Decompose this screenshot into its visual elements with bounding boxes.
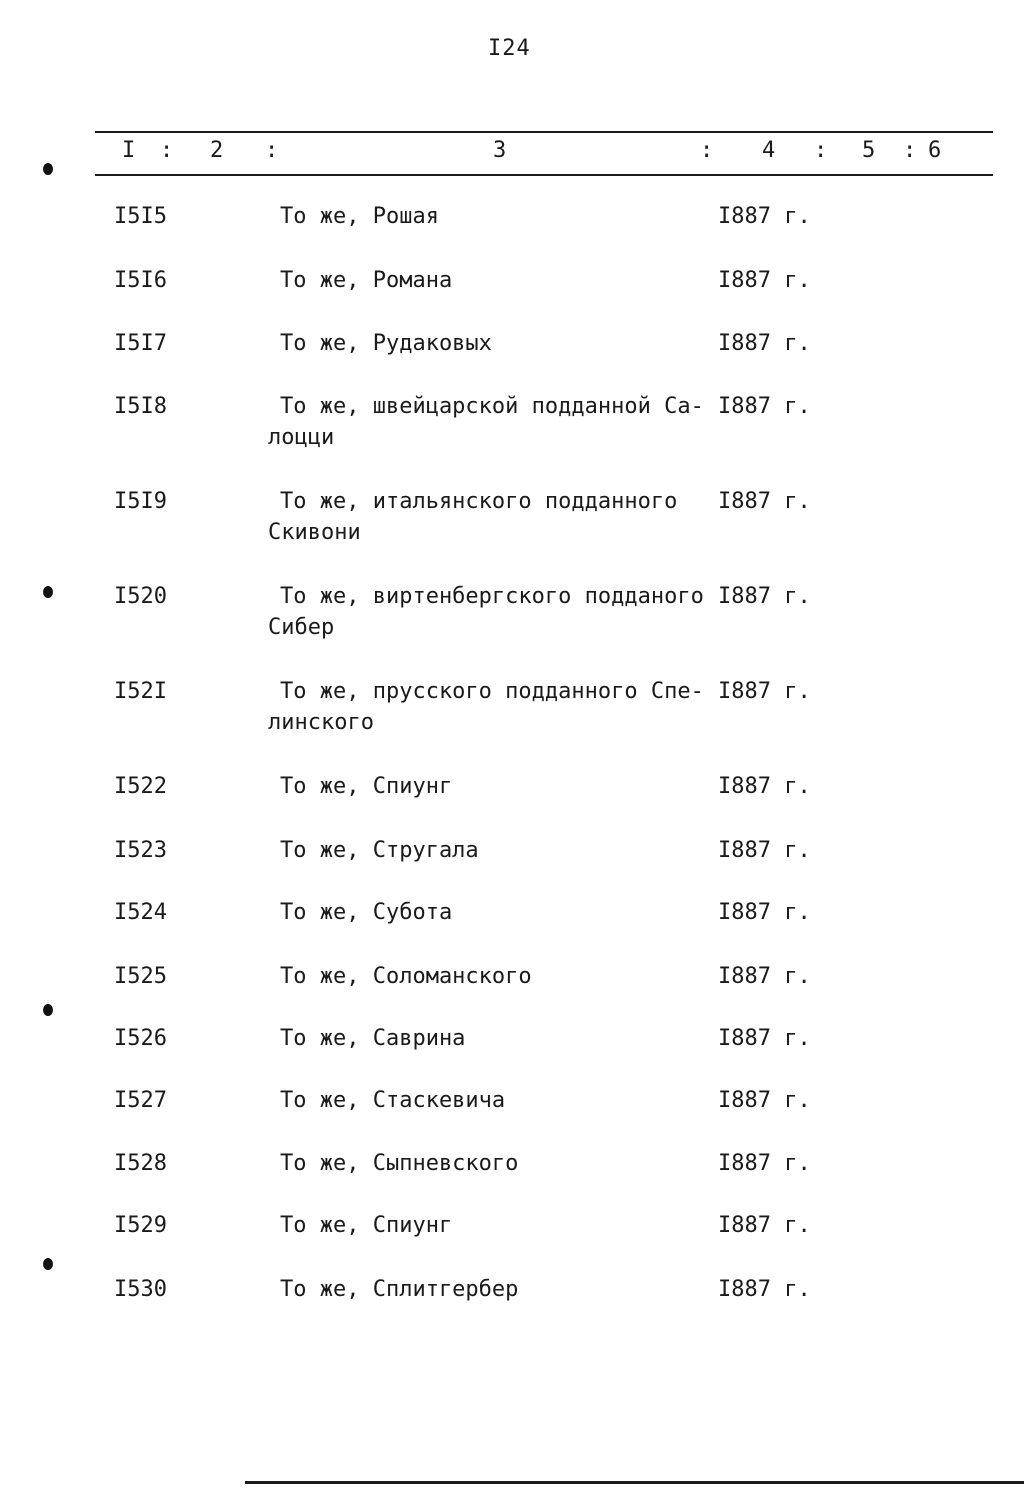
row-year: I887 г. [718,964,811,989]
row-description [268,486,708,548]
header-col-4: 4 [762,138,776,163]
description-line: То же, Сыпневского [280,1151,519,1176]
row-number: I525 [114,964,167,989]
description-line: Скивони [268,520,361,545]
row-description [268,328,708,359]
row-year: I887 г. [718,838,811,863]
description-line: То же, Рошая [280,204,439,229]
row-number: I5I9 [114,489,167,514]
row-year: I887 г. [718,268,811,293]
row-year: I887 г. [718,1026,811,1051]
row-number: I5I7 [114,331,167,356]
row-description [268,771,708,802]
row-number: I522 [114,774,167,799]
row-number: I5I8 [114,394,167,419]
row-description [268,676,708,738]
header-col-6: 6 [928,138,942,163]
table-header [0,138,1024,168]
description-line: То же, швейцарской подданной Са- [280,394,704,419]
row-number: I5I5 [114,204,167,229]
row-year: I887 г. [718,394,811,419]
description-line: То же, Спиунг [280,774,453,799]
row-year: I887 г. [718,1151,811,1176]
row-number: I528 [114,1151,167,1176]
row-description [268,391,708,453]
row-year: I887 г. [718,1088,811,1113]
row-number: I5I6 [114,268,167,293]
description-line: линского [268,710,374,735]
header-separator: : [903,138,917,163]
description-line: То же, прусского подданного Спе- [280,679,704,704]
description-line: То же, Рудаковых [280,331,492,356]
header-col-1: I [122,138,136,163]
header-col-2: 2 [210,138,224,163]
row-year: I887 г. [718,900,811,925]
description-line: То же, Спиунг [280,1213,453,1238]
row-number: I529 [114,1213,167,1238]
row-description [268,581,708,643]
row-year: I887 г. [718,204,811,229]
description-line: Сибер [268,615,335,640]
page-bottom-rule [245,1481,1024,1484]
row-year: I887 г. [718,679,811,704]
description-line: То же, Стаскевича [280,1088,506,1113]
row-description [268,1274,708,1305]
row-description [268,1085,708,1116]
table-top-rule [95,131,993,133]
row-description [268,897,708,928]
row-description [268,1210,708,1241]
header-separator: : [160,138,174,163]
description-line: То же, Стругала [280,838,479,863]
table-header-rule [95,174,993,176]
row-number: I526 [114,1026,167,1051]
description-line: То же, Соломанского [280,964,532,989]
row-description [268,1148,708,1179]
row-description [268,201,708,232]
row-year: I887 г. [718,489,811,514]
row-description [268,1023,708,1054]
row-description [268,265,708,296]
row-number: I52I [114,679,167,704]
header-separator: : [814,138,828,163]
row-description [268,835,708,866]
header-col-3: 3 [493,138,507,163]
row-number: I524 [114,900,167,925]
row-description [268,961,708,992]
punch-hole [43,1258,53,1270]
row-year: I887 г. [718,331,811,356]
row-number: I520 [114,584,167,609]
row-number: I527 [114,1088,167,1113]
header-separator: : [700,138,714,163]
row-year: I887 г. [718,774,811,799]
page-number: I24 [488,36,531,61]
description-line: То же, виртенбергского подданого [280,584,704,609]
punch-hole [43,586,53,598]
row-year: I887 г. [718,1277,811,1302]
description-line: То же, итальянского подданного [280,489,678,514]
description-line: лоцци [268,425,335,450]
row-year: I887 г. [718,1213,811,1238]
description-line: То же, Сплитгербер [280,1277,519,1302]
description-line: То же, Саврина [280,1026,466,1051]
header-separator: : [265,138,279,163]
punch-hole [43,1004,53,1016]
header-col-5: 5 [862,138,876,163]
description-line: То же, Романа [280,268,453,293]
row-number: I523 [114,838,167,863]
row-number: I530 [114,1277,167,1302]
row-year: I887 г. [718,584,811,609]
description-line: То же, Субота [280,900,453,925]
